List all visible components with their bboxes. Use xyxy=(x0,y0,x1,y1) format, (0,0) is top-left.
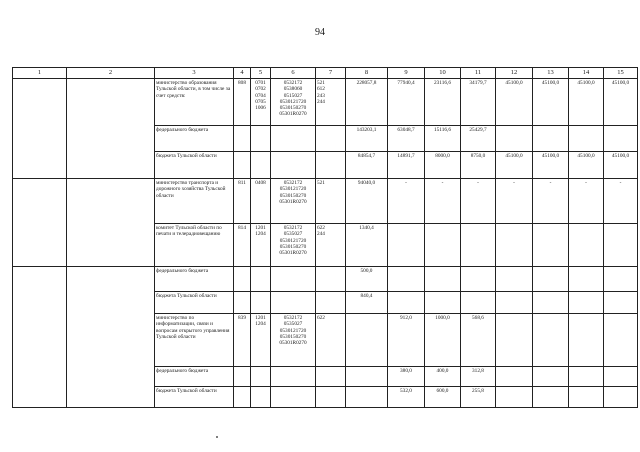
table-cell xyxy=(251,267,271,292)
header-cell: 9 xyxy=(388,68,425,79)
header-cell: 4 xyxy=(234,68,251,79)
table-cell xyxy=(346,314,388,367)
table-cell: - xyxy=(533,179,569,224)
scan-speck xyxy=(216,436,218,438)
table-cell xyxy=(67,79,155,179)
table-cell xyxy=(604,126,638,152)
table-cell: 622 244 xyxy=(316,224,346,267)
table-cell xyxy=(533,292,569,314)
table-cell: 811 xyxy=(234,179,251,224)
row-label: министерство по информатизации, связи и вопросам открытого управления Тульской области xyxy=(155,314,234,367)
table-cell xyxy=(13,79,67,179)
table-cell xyxy=(316,292,346,314)
table-cell: 45100,0 xyxy=(604,79,638,126)
row-label: федерального бюджета xyxy=(155,126,234,152)
table-cell xyxy=(346,367,388,387)
header-cell: 6 xyxy=(271,68,316,79)
table-cell xyxy=(425,292,461,314)
table-cell xyxy=(316,367,346,387)
table-cell xyxy=(316,267,346,292)
header-cell: 3 xyxy=(155,68,234,79)
table-cell: 839 xyxy=(234,314,251,367)
table-cell xyxy=(316,126,346,152)
table-cell: 0532172 0538060 0515027 0530121720 0530150270 05301R0270 xyxy=(271,79,316,126)
table-cell xyxy=(251,387,271,408)
table-cell: 500,0 xyxy=(346,267,388,292)
table-cell xyxy=(569,292,604,314)
table-cell xyxy=(425,224,461,267)
header-row xyxy=(13,68,638,79)
table-cell: 1201 1204 xyxy=(251,314,271,367)
table-cell xyxy=(13,267,67,408)
table-cell xyxy=(234,292,251,314)
table-cell xyxy=(496,267,533,292)
table-cell: 814 xyxy=(234,224,251,267)
row-label: бюджета Тульской области xyxy=(155,387,234,408)
table-cell xyxy=(234,126,251,152)
table-cell: 255,8 xyxy=(461,387,496,408)
table-cell xyxy=(533,126,569,152)
table-cell xyxy=(533,387,569,408)
table-row xyxy=(13,79,638,126)
header-cell: 12 xyxy=(496,68,533,79)
table-cell xyxy=(425,267,461,292)
table-cell: 0701 0702 0704 0705 1006 xyxy=(251,79,271,126)
header-cell: 14 xyxy=(569,68,604,79)
table-cell: 1201 1204 xyxy=(251,224,271,267)
row-label: комитет Тульской области по печати и телерадиовещанию xyxy=(155,224,234,267)
table-cell xyxy=(496,387,533,408)
table-cell xyxy=(271,126,316,152)
header-cell: 13 xyxy=(533,68,569,79)
table-cell xyxy=(251,152,271,179)
table-cell: 0532172 0535027 0530121720 0530150270 05301R0270 xyxy=(271,224,316,267)
table-cell xyxy=(461,267,496,292)
table-cell: 34179,7 xyxy=(461,79,496,126)
table-cell xyxy=(569,367,604,387)
table-cell: 532,0 xyxy=(388,387,425,408)
table-cell xyxy=(604,367,638,387)
header-cell: 15 xyxy=(604,68,638,79)
table-cell: - xyxy=(388,179,425,224)
table-cell: 312,8 xyxy=(461,367,496,387)
table-cell xyxy=(251,126,271,152)
table-cell: 808 xyxy=(234,79,251,126)
table-row xyxy=(13,179,638,224)
table-cell xyxy=(496,126,533,152)
table-cell xyxy=(67,179,155,267)
table-cell: 45100,0 xyxy=(604,152,638,179)
table-cell: 143203,1 xyxy=(346,126,388,152)
table-cell: 45100,0 xyxy=(569,79,604,126)
table-cell xyxy=(533,267,569,292)
table-cell xyxy=(496,224,533,267)
header-cell: 8 xyxy=(346,68,388,79)
table-row xyxy=(13,267,638,292)
row-label: министерство транспорта и дорожного хозяйства Тульской области xyxy=(155,179,234,224)
table-cell xyxy=(604,292,638,314)
header-cell: 2 xyxy=(67,68,155,79)
table-cell xyxy=(496,314,533,367)
table-cell: 521 xyxy=(316,179,346,224)
table-cell xyxy=(496,292,533,314)
table-cell: 0408 xyxy=(251,179,271,224)
page-number: 94 xyxy=(315,27,325,38)
table-cell xyxy=(604,224,638,267)
table-cell: 84854,7 xyxy=(346,152,388,179)
table-cell xyxy=(13,179,67,267)
table-cell xyxy=(67,267,155,408)
table-cell: 0532172 0535027 0530121720 0530150270 05301R0270 xyxy=(271,314,316,367)
table-cell xyxy=(234,367,251,387)
table-cell xyxy=(533,314,569,367)
table-cell: 622 xyxy=(316,314,346,367)
table-cell xyxy=(316,387,346,408)
table-cell: - xyxy=(461,179,496,224)
table-cell xyxy=(569,126,604,152)
table-cell: 600,0 xyxy=(425,387,461,408)
table-cell: 521 612 243 244 xyxy=(316,79,346,126)
table-cell xyxy=(388,267,425,292)
table-cell: - xyxy=(496,179,533,224)
table-cell xyxy=(271,387,316,408)
row-label: федерального бюджета xyxy=(155,367,234,387)
header-cell: 7 xyxy=(316,68,346,79)
table-cell xyxy=(496,367,533,387)
table-cell: 14891,7 xyxy=(388,152,425,179)
table-cell: 77940,4 xyxy=(388,79,425,126)
table-cell: - xyxy=(569,179,604,224)
table-cell: 1340,4 xyxy=(346,224,388,267)
table-cell xyxy=(569,387,604,408)
table-cell xyxy=(271,152,316,179)
table-cell xyxy=(234,267,251,292)
row-label: министерство образования Тульской области, в том числе за счет средств: xyxy=(155,79,234,126)
table-cell: 912,0 xyxy=(388,314,425,367)
table-cell xyxy=(251,367,271,387)
table-cell: 380,0 xyxy=(388,367,425,387)
table-cell: 45100,0 xyxy=(533,152,569,179)
table-cell: 45100,0 xyxy=(569,152,604,179)
table-cell: 228057,8 xyxy=(346,79,388,126)
table-cell: - xyxy=(425,179,461,224)
table-cell xyxy=(271,267,316,292)
table-cell xyxy=(234,387,251,408)
table-cell xyxy=(388,224,425,267)
table-cell xyxy=(251,292,271,314)
table-cell: 45100,0 xyxy=(496,79,533,126)
table-cell: 15116,6 xyxy=(425,126,461,152)
table-cell: 840,4 xyxy=(346,292,388,314)
header-cell: 11 xyxy=(461,68,496,79)
table-cell: 63048,7 xyxy=(388,126,425,152)
table-cell: 0532172 0530121720 0530150270 05301R0270 xyxy=(271,179,316,224)
table-cell xyxy=(569,314,604,367)
table-cell: 8750,0 xyxy=(461,152,496,179)
table-cell: 45100,0 xyxy=(533,79,569,126)
table-cell: 568,6 xyxy=(461,314,496,367)
table-cell xyxy=(316,152,346,179)
table-cell: 400,0 xyxy=(425,367,461,387)
table-cell xyxy=(569,224,604,267)
table-cell xyxy=(461,224,496,267)
table-cell xyxy=(271,292,316,314)
table-cell xyxy=(346,387,388,408)
row-label: бюджета Тульской области xyxy=(155,292,234,314)
header-cell: 5 xyxy=(251,68,271,79)
table-cell: 1000,0 xyxy=(425,314,461,367)
table-cell xyxy=(533,367,569,387)
header-cell: 1 xyxy=(13,68,67,79)
table-cell: 94040,0 xyxy=(346,179,388,224)
budget-table xyxy=(12,67,638,408)
table-cell xyxy=(604,314,638,367)
table-cell xyxy=(569,267,604,292)
row-label: бюджета Тульской области xyxy=(155,152,234,179)
row-label: федерального бюджета xyxy=(155,267,234,292)
table-cell xyxy=(604,267,638,292)
table-cell: 23116,6 xyxy=(425,79,461,126)
table-cell xyxy=(234,152,251,179)
table-cell xyxy=(461,292,496,314)
table-cell: 25429,7 xyxy=(461,126,496,152)
table-cell: 8000,0 xyxy=(425,152,461,179)
table-cell xyxy=(388,292,425,314)
table-cell xyxy=(533,224,569,267)
table-cell xyxy=(271,367,316,387)
table-cell xyxy=(604,387,638,408)
table-cell: 45100,0 xyxy=(496,152,533,179)
header-cell: 10 xyxy=(425,68,461,79)
table-cell: - xyxy=(604,179,638,224)
